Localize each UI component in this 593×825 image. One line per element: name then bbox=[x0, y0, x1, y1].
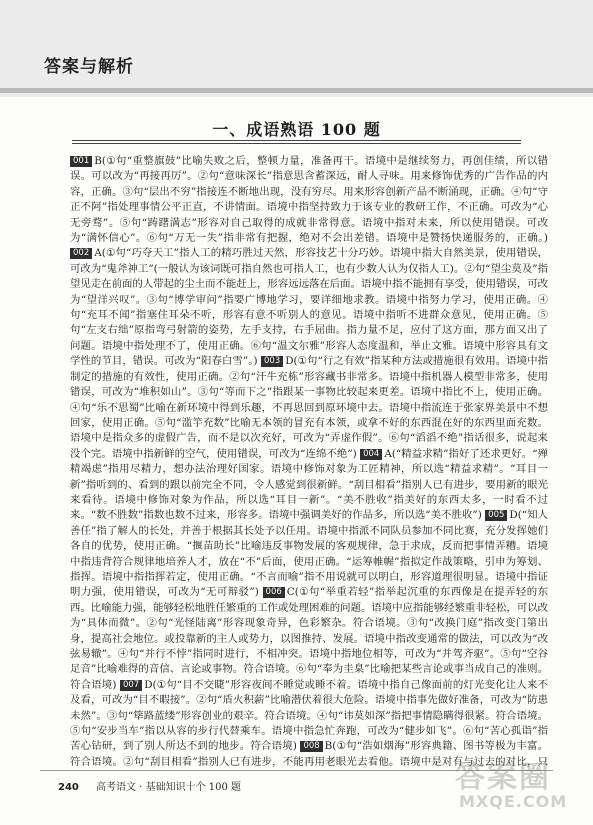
question-number-badge: 002 bbox=[70, 248, 92, 259]
watermark-logo bbox=[455, 752, 585, 818]
footer bbox=[58, 778, 241, 793]
answer-text: D(“知人善任”指了解人的长处，并善于根据其长处予以任用。语境中指派不同队员参加不同比赛，充分发挥她们各自的优势，使用正确。“揠苗助长”比喻违反事物发展的客观规律，急于求成，反而把事情弄糟。语境中指违背符合规律地培养人才，放在“不”后面，使用正确。“运筹帷幄”指拟定作战策略，引申为筹划、指挥。语境中指指挥若定，使用正确。“不言而喻”指不用说就可以明白，形容道理很明显。语境中指证明力强，使用错误，可改为“无可辩驳”) bbox=[70, 509, 548, 599]
question-number-badge: 004 bbox=[360, 449, 382, 460]
chapter-title: 一、成语熟语 100 题 bbox=[212, 120, 381, 139]
answer-entry bbox=[70, 247, 548, 367]
title-rule-bottom bbox=[72, 143, 521, 144]
question-number-badge: 007 bbox=[120, 680, 142, 691]
question-number-badge: 006 bbox=[263, 587, 285, 598]
answer-text: C(①句“举重若轻”指举起沉重的东西像是在提弄轻的东西。比喻能力强，能够轻松地胜任繁重的工作或处理困难的问题。语境中应指能够经繁重非轻松，可以改为“具体而微”。②句“光怪陆离”形容现象奇异，色彩繁杂。符合语境。③句“改换门庭”指改变门第出身，提高社会地位。或投靠新的主人或势力，以图推持、发展。语境中指改变通常的做法，可以改为“改弦易辙”。④句“并行不悖”指同时进行，不相冲突。语境中指地位相等，可改为“并驾齐驱”。⑤句“空谷足音”比喻难得的音信、言论或事物。符合语境。⑥句“奉为圭臬”比喻把某些言论或事当成自己的准则。符合语境) bbox=[70, 586, 548, 691]
title-rule-top bbox=[72, 140, 521, 141]
answer-entry bbox=[70, 155, 548, 244]
question-number-badge: 001 bbox=[70, 156, 92, 167]
watermark-url: MXQE.COM bbox=[459, 792, 568, 811]
question-number-badge: 005 bbox=[485, 510, 507, 521]
answer-body bbox=[70, 154, 548, 769]
question-number-badge: 003 bbox=[261, 356, 283, 367]
answer-entry bbox=[70, 355, 548, 459]
answer-text: B(①句“浩如烟海”形容典籍、图书等极为丰富。符合语境。②句“刮目相看”指别人已有进步，不能再用老眼光去看他。语境中是对有与过去的对比，只 bbox=[70, 740, 548, 768]
book-title: 高考语文 · 基础知识十个 100 题 bbox=[96, 782, 242, 793]
header-rule bbox=[0, 88, 593, 93]
header-bar bbox=[0, 0, 593, 97]
question-number-badge: 008 bbox=[300, 741, 322, 752]
answer-text: A(“精益求精”指好了还求更好。“殚精竭虑”指用尽精力，想办法治理好国家。语境中修饰对象为工匠精神，所以选“精益求精”。“耳目一新”指听到的、看到的跟以前完全不同，令人感觉到很新鲜。“刮目相看”指别人已有进步，要用新的眼光来看待。语境中修饰对象为作品，所以选“耳目一新”。“美不胜收”指美好的东西太多，一时看不过来。“数不胜数”指数也数不过来，形容多。语境中强调美好的作品多，所以选“美不胜收”) bbox=[70, 447, 548, 522]
answer-text: A(①句“巧夺天工”指人工的精巧胜过天然，形容技艺十分巧妙。语境中指大自然美景，使用错误，可改为“鬼斧神工”(一般认为该词既可指自然也可指人工，也有少数人认为仅指人工)。②句“望尘莫及”指望见走在前面的人带起的尘土而不能赶上，形容远远落在后面。语境中指不能拥有享受，使用错误，可改为“望洋兴叹”。③句“博学审问”指要广博地学习，要详细地求教。语境中指努力学习，使用正确。④句“充耳不闻”指塞住耳朵不听，形容有意不听别人的意见。语境中指听不进群众意见，使用正确。⑤句“左支右绌”原指弯弓射箭的姿势，左手支持，右手屈曲。指力量不足，应付了这方面，那方面又出了问题。语境中指处理不了，使用正确。⑥句“温文尔雅”形容人态度温和，举止文雅。语境中形容具有文学性的节目，错误。可改为“阳春白雪”。) bbox=[70, 247, 548, 368]
answer-text: D(①句“行之有效”指某种方法或措施很有效用。语境中指制定的措施的有效性，使用正确。②句“汗牛充栋”形容藏书非常多。语境中指机器人模型非常多，使用错误，可改为“堆积如山”。③句“等而下之”指跟某一事物比较起来更差。语境中指比不上，使用正确。④句“乐不思蜀”比喻在新环境中得到乐趣，不再思回到原环境中去。语境中指流连于张家界美景中不想回家，使用正确。⑤句“滥竽充数”比喻无本领的冒充有本领，或拿不好的东西混在好的东西里面充数。语境中是指众多的虚假广告，而不是以次充好，可改为“弄虚作假”。⑥句“滔滔不绝”指话很多，说起来没个完。语境中指新鲜的空气，使用错误，可改为“连绵不绝”) bbox=[70, 355, 548, 460]
page-number: 240 bbox=[58, 782, 79, 793]
section-label: 答案与解析 bbox=[44, 57, 134, 77]
answer-text: B(①句“重整旗鼓”比喻失败之后，整顿力量，准备再干。语境中是继续努力，再创佳绩，所以错误。可以改为“再接再厉”。②句“意味深长”指意思含蓄深远，耐人寻味。用来修饰优秀的广告作品的内容，正确。③句“层出不穷”指接连不断地出现，没有穷尽。用来形容创新产品不断涌现，正确。④句“守正不阿”指处理事情公平正直，不讲情面。语境中指坚持致力于该专业的教研工作，不正确。可改为“心无旁骛”。⑤句“踌躇满志”形容对自己取得的成就非常得意。语境中指对未来，所以使用错误。可改为“满怀信心”。⑥句“万无一失”指非常有把握，绝对不会出差错。语境中是赞扬快递服务的，正确。) bbox=[70, 155, 548, 245]
watermark-logo-text: 答案圈 bbox=[455, 760, 551, 795]
answer-entry bbox=[70, 586, 548, 690]
answer-text: D(①句“目不交睫”形容夜间不睡觉或睡不着。语境中指自己像面前的灯光变化让人来不及看，可改为“目不暇接”。②句“盾火积薪”比喻潜伏着很大危险。语境中指事先做好准备，可改为“防患未然”。③句“筚路蓝缕”形容创业的艰辛。符合语境。④句“讳莫如深”指把事情隐瞒得很紧。符合语境。⑤句“安步当车”指以从容的步行代替乘车。语境中指急忙奔跑，可改为“健步如飞”。⑥句“苦心孤诣”指苦心钻研，到了别人所达不到的地步。符合语境) bbox=[70, 678, 548, 753]
